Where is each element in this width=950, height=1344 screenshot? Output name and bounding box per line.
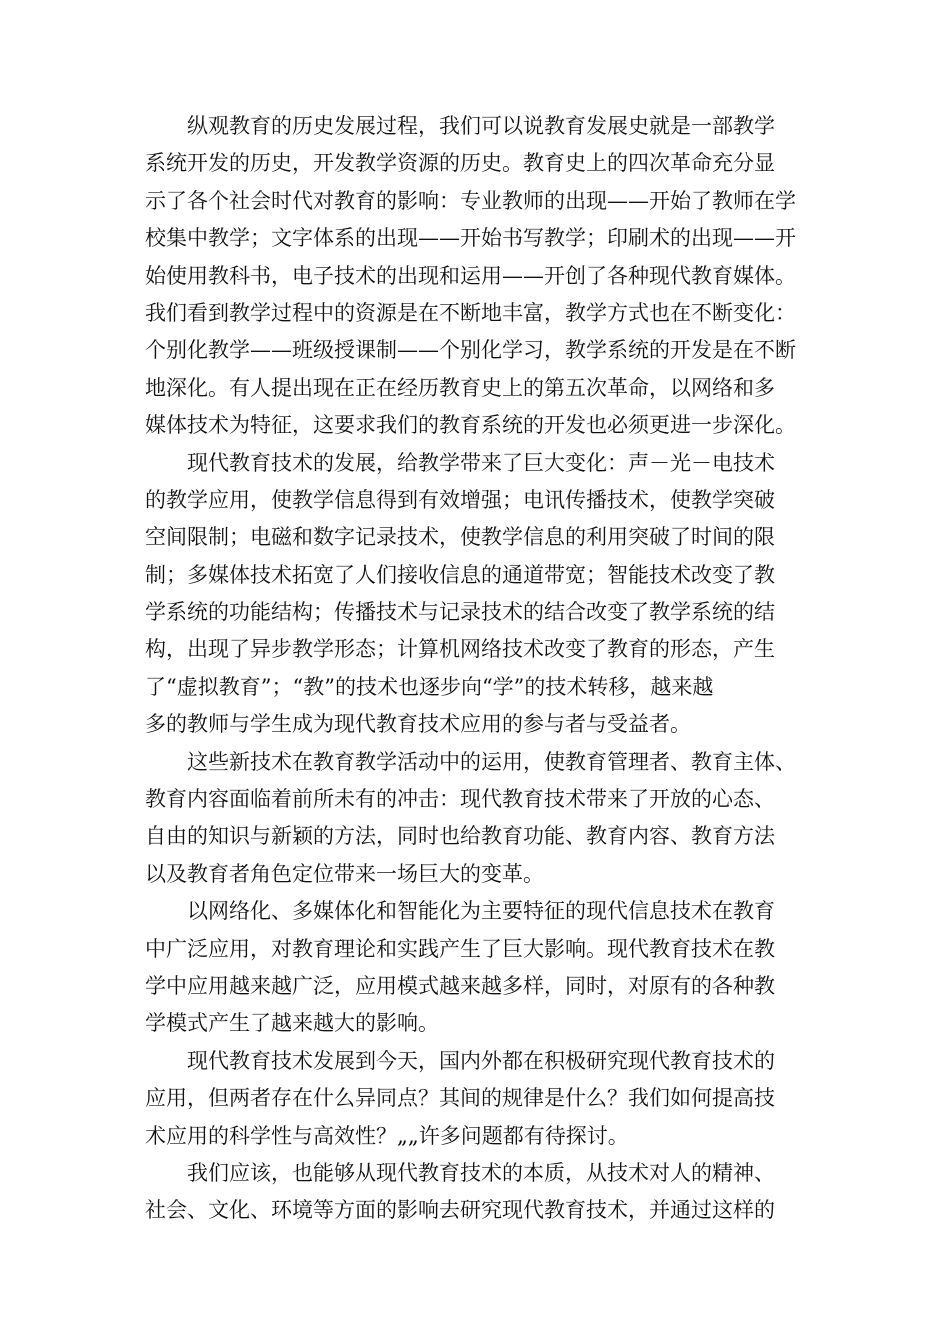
text-line: 了“虚拟教育”；“教”的技术也逐步向“学”的技术转移，越来越 bbox=[145, 674, 714, 699]
paragraph-4 bbox=[145, 893, 835, 1043]
text-line: 以网络化、多媒体化和智能化为主要特征的现代信息技术在教育 bbox=[187, 899, 775, 924]
text-line: 应用，但两者存在什么异同点？其间的规律是什么？我们如何提高技 bbox=[145, 1086, 775, 1111]
text-line: 这些新技术在教育教学活动中的运用，使教育管理者、教育主体、 bbox=[187, 749, 796, 774]
text-line: 纵观教育的历史发展过程，我们可以说教育发展史就是一部教学 bbox=[187, 114, 775, 138]
text-line: 现代教育技术发展到今天，国内外都在积极研究现代教育技术的 bbox=[187, 1048, 775, 1073]
paragraph-5 bbox=[145, 1043, 835, 1155]
text-line: 空间限制；电磁和数字记录技术，使教学信息的利用突破了时间的限 bbox=[145, 525, 775, 550]
text-line: 媒体技术为特征，这要求我们的教育系统的开发也必须更进一步深化。 bbox=[145, 413, 796, 438]
text-line: 我们看到教学过程中的资源是在不断地丰富，教学方式也在不断变化： bbox=[145, 300, 796, 325]
paragraph-3 bbox=[145, 744, 835, 894]
text-line: 的教学应用，使教学信息得到有效增强；电讯传播技术，使教学突破 bbox=[145, 487, 775, 512]
text-line: 学系统的功能结构；传播技术与记录技术的结合改变了教学系统的结 bbox=[145, 600, 775, 625]
text-line: 社会、文化、环境等方面的影响去研究现代教育技术，并通过这样的 bbox=[145, 1198, 775, 1223]
document-page bbox=[145, 108, 835, 1230]
text-line: 始使用教科书，电子技术的出现和运用——开创了各种现代教育媒体。 bbox=[145, 263, 796, 288]
text-line: 多的教师与学生成为现代教育技术应用的参与者与受益者。 bbox=[145, 712, 691, 737]
paragraph-1 bbox=[145, 108, 835, 445]
text-line: 术应用的科学性与高效性？„„许多问题都有待探讨。 bbox=[145, 1123, 629, 1148]
paragraph-6 bbox=[145, 1155, 835, 1230]
text-line: 学中应用越来越广泛，应用模式越来越多样，同时，对原有的各种教 bbox=[145, 973, 775, 998]
text-line: 示了各个社会时代对教育的影响：专业教师的出现——开始了教师在学 bbox=[145, 188, 796, 213]
text-line: 学模式产生了越来越大的影响。 bbox=[145, 1011, 439, 1036]
text-line: 构，出现了异步教学形态；计算机网络技术改变了教育的形态，产生 bbox=[145, 637, 775, 662]
text-line: 个别化教学——班级授课制——个别化学习，教学系统的开发是在不断 bbox=[145, 338, 796, 363]
text-line: 地深化。有人提出现在正在经历教育史上的第五次革命，以网络和多 bbox=[145, 375, 775, 400]
text-line: 以及教育者角色定位带来一场巨大的变革。 bbox=[145, 861, 544, 886]
text-line: 系统开发的历史，开发教学资源的历史。教育史上的四次革命充分显 bbox=[145, 151, 775, 176]
text-line: 现代教育技术的发展，给教学带来了巨大变化：声－光－电技术 bbox=[187, 450, 775, 475]
text-line: 自由的知识与新颖的方法，同时也给教育功能、教育内容、教育方法 bbox=[145, 824, 775, 849]
text-line: 制；多媒体技术拓宽了人们接收信息的通道带宽；智能技术改变了教 bbox=[145, 562, 775, 587]
text-line: 我们应该，也能够从现代教育技术的本质，从技术对人的精神、 bbox=[187, 1160, 775, 1185]
text-line: 校集中教学；文字体系的出现——开始书写教学；印刷术的出现——开 bbox=[145, 226, 796, 251]
text-line: 教育内容面临着前所未有的冲击：现代教育技术带来了开放的心态、 bbox=[145, 787, 775, 812]
paragraph-2 bbox=[145, 445, 835, 744]
text-line: 中广泛应用，对教育理论和实践产生了巨大影响。现代教育技术在教 bbox=[145, 936, 775, 961]
